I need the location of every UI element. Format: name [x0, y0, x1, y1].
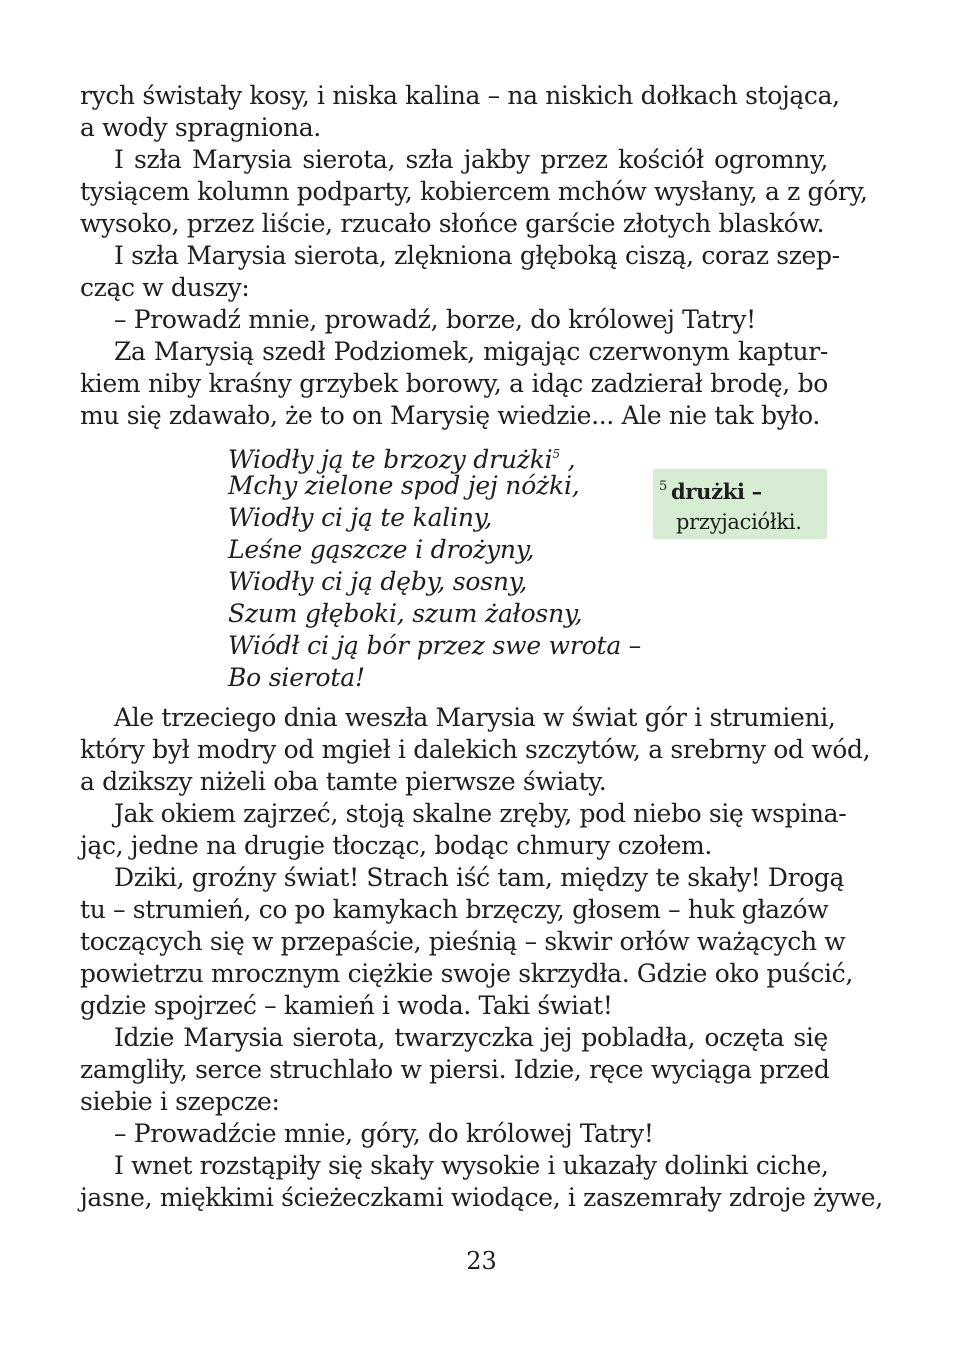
verse-line-tail: ,	[559, 445, 576, 474]
verse-line: Wiodły ci ją dęby, sosny,	[228, 567, 528, 596]
verse-line: Mchy zielone spod jej nóżki,	[228, 471, 580, 500]
verse-line: Leśne gąszcze i drożyny,	[228, 535, 535, 564]
footnote-definition: przyjaciółki.	[676, 510, 802, 534]
prose-block-bottom	[80, 702, 883, 1214]
verse-line: Bo sierota!	[228, 663, 365, 692]
prose-block-top	[80, 80, 868, 432]
verse-line	[228, 438, 641, 474]
verse-block	[228, 438, 641, 694]
text-line: – Prowadźcie mnie, góry, do królowej Tatry!	[114, 1119, 654, 1148]
text-line: zamgliły, serce struchlało w piersi. Idzie, ręce wyciąga przed	[80, 1055, 830, 1084]
text-line: toczących się w przepaście, pieśnią – skwir orłów ważących w	[80, 927, 846, 956]
footnote-box	[653, 469, 827, 539]
text-line: wysoko, przez liście, rzucało słońce garście złotych blasków.	[80, 209, 825, 238]
text-line: a wody spragniona.	[80, 113, 321, 142]
text-line: I szła Marysia sierota, szła jakby przez kościół ogromny,	[114, 145, 828, 174]
text-line: tu – strumień, co po kamykach brzęczy, głosem – huk głazów	[80, 895, 829, 924]
text-line: Dziki, groźny świat! Strach iść tam, między te skały! Drogą	[114, 863, 845, 892]
text-line: gdzie spojrzeć – kamień i woda. Taki świat!	[80, 991, 613, 1020]
text-line: jąc, jedne na drugie tłocząc, bodąc chmury czołem.	[80, 831, 712, 860]
text-line: rych świstały kosy, i niska kalina – na niskich dołkach stojąca,	[80, 81, 840, 110]
text-line: a dzikszy niżeli oba tamte pierwsze światy.	[80, 767, 607, 796]
text-line: siebie i szepcze:	[80, 1087, 280, 1116]
text-line: Za Marysią szedł Podziomek, migając czerwonym kaptur-	[114, 337, 828, 366]
text-line: Idzie Marysia sierota, twarzyczka jej pobladła, oczęta się	[114, 1023, 828, 1052]
verse-line: Wiodły ci ją te kaliny,	[228, 503, 493, 532]
text-line: jasne, miękkimi ścieżeczkami wiodące, i zaszemrały zdroje żywe,	[80, 1183, 883, 1212]
verse-lines	[228, 470, 641, 694]
text-line: tysiącem kolumn podparty, kobiercem mchów wysłany, a z góry,	[80, 177, 868, 206]
page-body	[80, 80, 868, 432]
page-body-lower	[80, 702, 883, 1214]
text-line: Jak okiem zajrzeć, stoją skalne zręby, pod niebo się wspina-	[114, 799, 847, 828]
text-line: I szła Marysia sierota, zlękniona głęboką ciszą, coraz szep-	[114, 241, 840, 270]
text-line: który był modry od mgieł i dalekich szczytów, a srebrny od wód,	[80, 735, 871, 764]
text-line: cząc w duszy:	[80, 273, 250, 302]
text-line: Ale trzeciego dnia weszła Marysia w świat gór i strumieni,	[114, 703, 836, 732]
verse-line-text: Wiodły ją te brzozy drużki	[228, 445, 553, 474]
verse-line: Szum głęboki, szum żałosny,	[228, 599, 583, 628]
footnote-term: drużki –	[670, 479, 762, 504]
footnote-mark: 5	[552, 447, 560, 461]
text-line: kiem niby kraśny grzybek borowy, a idąc zadzierał brodę, bo	[80, 369, 828, 398]
verse-line: Wiódł ci ją bór przez swe wrota –	[228, 631, 642, 660]
text-line: powietrzu mrocznym ciężkie swoje skrzydła. Gdzie oko puścić,	[80, 959, 853, 988]
footnote-term-line	[659, 472, 819, 507]
page-number: 23	[466, 1247, 497, 1275]
text-line: mu się zdawało, że to on Marysię wiedzie... Ale nie tak było.	[80, 401, 821, 430]
text-line: I wnet rozstąpiły się skały wysokie i ukazały dolinki ciche,	[114, 1151, 829, 1180]
footnote-number: 5	[659, 479, 667, 494]
text-line: – Prowadź mnie, prowadź, borze, do królowej Tatry!	[114, 305, 756, 334]
